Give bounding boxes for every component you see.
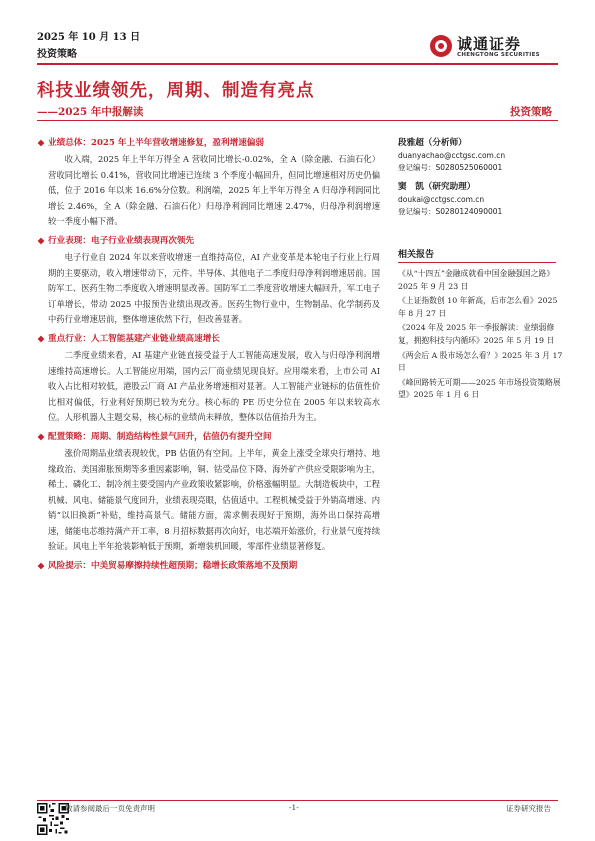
section-heading: 配置策略：周期、制造结构性景气回升，估值仍有提升空间 — [38, 430, 380, 444]
section-paragraph: 涨价周期品业绩表现较优，PB 估值仍有空间。上半年，黄金上涨受全球央行增持、地缘政治、美国滞胀预期等多重因素影响，铜、钴受品位下降、海外矿产供应受限影响为主，稀土、磷化工、制冷剂主要受国内产业政策收紧影响，价格涨幅明显。大制造板块中，工程机械、风电、储能景气度回升，业绩表现亮眼，估值适中。工程机械受益于外销高增速、内销“以旧换新”补贴，维持高景气。储能方面，需求侧表现好于预期，海外出口保持高增速，储能电芯维持满产开工率，8 月招标数据再次向好，电芯端开始涨价，行业景气度持续验证。风电上半年抢装影响低于预期，新增装机回暖，零部件业绩显著修复。 — [48, 447, 380, 552]
page-number: -1- — [289, 803, 299, 812]
related-report-link[interactable]: 《从“十四五”金融成就看中国金融强国之路》2025 年 9 月 23 日 — [398, 269, 555, 291]
section-key-industry — [48, 332, 380, 426]
related-reports-heading: 相关报告 — [398, 250, 435, 260]
footer-divider — [37, 800, 558, 801]
section-risk — [48, 559, 380, 573]
footer-report-type: 证券研究报告 — [506, 804, 551, 813]
analyst-name: 窦 凯（研究助理） — [398, 182, 476, 192]
title-divider — [37, 120, 558, 121]
section-heading: 行业表现：电子行业业绩表现再次领先 — [38, 234, 380, 248]
related-report-link[interactable]: 《峰回路转无可期——2025 年市场投资策略展望》2025 年 1 月 6 日 — [398, 377, 561, 400]
logo-emblem-icon — [430, 35, 452, 57]
section-heading: 业绩总体：2025 年上半年营收增速修复，盈利增速偏弱 — [38, 136, 380, 150]
section-heading: 风险提示：中美贸易摩擦持续性超预期；稳增长政策落地不及预期 — [38, 559, 380, 573]
logo-name-cn: 诚通证券 — [457, 35, 522, 53]
company-logo — [430, 33, 560, 63]
section-overall — [48, 136, 380, 230]
footer-disclaimer[interactable]: 敬请参阅最后一页免责声明 — [65, 804, 155, 813]
report-date: 2025 年 10 月 13 日 — [37, 32, 141, 43]
diamond-bullet-icon — [38, 563, 45, 570]
related-report-link[interactable]: 《两会后 A 股市场怎么看？》2025 年 3 月 17 日 — [398, 350, 563, 373]
analyst-cert: 登记编号：S0280124090001 — [398, 207, 503, 216]
logo-name-en: CHENGTONG SECURITIES — [457, 52, 540, 58]
report-title: 科技业绩领先，周期、制造有亮点 — [37, 81, 315, 101]
analyst-email[interactable]: duanyachao@cctgsc.com.cn — [398, 151, 506, 160]
analyst-cert: 登记编号：S0280525060001 — [398, 163, 503, 172]
related-divider — [398, 262, 556, 263]
section-paragraph: 二季度业绩来看，AI 基建产业链直接受益于人工智能高速发展，收入与归母净利润增速维持高速增长。人工智能应用端，国内云厂商业绩见现良好。应用端来看，上市公司 AI 收入占比相对较低，港股云厂商 AI 产品业务增速相对显著。人工智能产业链标的估值性价比相对偏低，行业利好预期已较为充分。核心标的 PE 历史分位在 2005 年以来较高水位。人形机器人主题交易，核心标的业绩尚未释放，整体以估值抬升为主。 — [48, 349, 380, 423]
diamond-bullet-icon — [38, 434, 45, 441]
sidebar — [398, 136, 563, 404]
main-content — [48, 136, 380, 577]
header-divider — [37, 63, 558, 65]
analyst-card — [398, 180, 563, 218]
diamond-bullet-icon — [38, 336, 45, 343]
report-type-tag: 投资策略 — [510, 106, 552, 118]
section-industry — [48, 234, 380, 328]
analyst-email[interactable]: doukai@cctgsc.com.cn — [398, 195, 485, 204]
analyst-card — [398, 136, 563, 174]
report-category: 投资策略 — [37, 49, 77, 60]
report-subtitle: ——2025 年中报解读 — [37, 106, 144, 118]
diamond-bullet-icon — [38, 238, 45, 245]
section-heading: 重点行业：人工智能基建产业链业绩高速增长 — [38, 332, 380, 346]
diamond-bullet-icon — [38, 140, 45, 147]
related-report-link[interactable]: 《上证指数创 10 年新高，后市怎么看》2025 年 8 月 27 日 — [398, 296, 558, 318]
analyst-name: 段雅超（分析师） — [398, 138, 467, 148]
related-report-link[interactable]: 《2024 年及 2025 年一季报解读：业绩弱修复，拥抱科技与内循环》2025 年 5 月 19 日 — [398, 323, 555, 345]
section-allocation — [48, 430, 380, 555]
section-paragraph: 收入端，2025 年上半年万得全 A 营收同比增长-0.02%，全 A（除金融、石油石化）营收同比增长 0.41%，营收同比增速已连续 3 个季度小幅回升，但同比增速相对历史仍偏低，位于 2016 年以来 16.6%分位数。利润端，2025 年上半年万得全 A 归母净利润同比增长 2.46%，全 A（除金融、石油石化）归母净利润同比增速 2.47%，归母净利润增速较一季度小幅下滑。 — [48, 154, 380, 227]
section-paragraph: 电子行业自 2024 年以来营收增速一直维持高位，AI 产业变革是本轮电子行业上行周期的主要驱动，收入增速带动下，元件、半导体、其他电子二季度归母净利润增速居前。国防军工、医药生物二季度收入增速明显改善。国防军工二季度营收增速大幅回升，军工电子订单增长，带动 2025 中报预告业绩出现改善。医药生物行业中，生物制品、化学制药及中药行业增速居前，整体增速依然下行，但改善显著。 — [48, 251, 380, 325]
